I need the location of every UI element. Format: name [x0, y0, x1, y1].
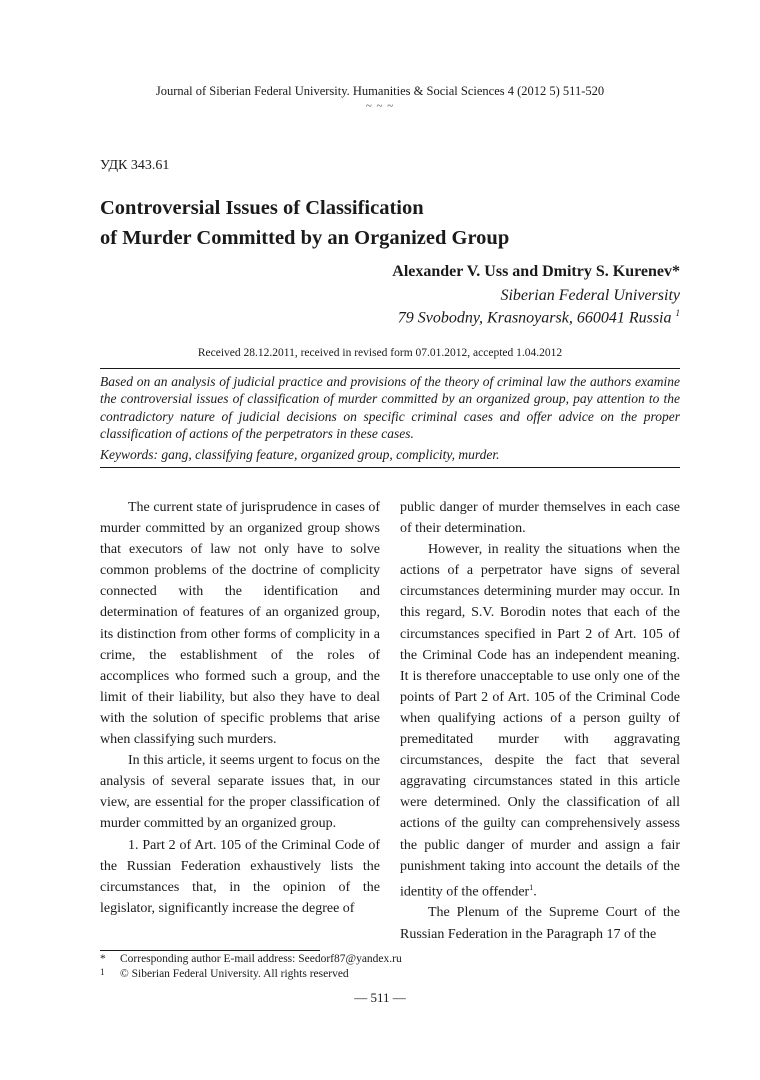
authors: Alexander V. Uss and Dmitry S. Kurenev*: [392, 263, 680, 280]
header-ornament: ~ ~ ~: [365, 100, 395, 112]
keywords: Keywords: gang, classifying feature, organized group, complicity, murder.: [100, 447, 500, 462]
footnote: [100, 953, 402, 965]
title-line-1: Controversial Issues of Classification: [100, 197, 424, 219]
address: [398, 308, 680, 327]
page-number: ― 511 ―: [354, 990, 406, 1005]
footnote: [100, 967, 349, 980]
footnote-rule: [100, 950, 320, 951]
paragraph: [400, 539, 680, 902]
paragraph: 1. Part 2 of Art. 105 of the Criminal Code of the Russian Federation exhaustively lists the circumstances that, in the opinion of the legislator, significantly increase the degree of: [100, 837, 380, 916]
paragraph-text: However, in reality the situations when the actions of a perpetrator have signs of several circumstances determining murder may occur. In this regard, S.V. Borodin notes that each of the circumstances specified in Part 2 of Art. 105 of the Criminal Code has an independent meaning. It is therefore unacceptable to use only one of the points of Part 2 of Art. 105 of the Criminal Code when qualifying actions of a person guilty of premeditated murder with aggravating circumstances, despite the fact that several aggravating circumstances stated in this article were determined. Only the classification of all actions of the guilty can comprehensively assess the public danger of murder and assign a fair punishment taking into account the details of the identity of the offender: [400, 542, 680, 900]
affiliation: Siberian Federal University: [500, 287, 680, 304]
body-column-left: [100, 497, 380, 919]
abstract: Based on an analysis of judicial practice and provisions of the theory of criminal law the authors examine the controversial issues of classification of murder committed by an organized group, pay attention to the contradictory nature of judicial decisions on specific criminal cases and offer advice on the proper classification of actions of the perpetrators in these cases.: [100, 374, 680, 441]
title-line-2: of Murder Committed by an Organized Group: [100, 227, 510, 249]
paragraph-continued: public danger of murder themselves in each case of their determination.: [400, 500, 680, 537]
received-dates: Received 28.12.2011, received in revised form 07.01.2012, accepted 1.04.2012: [197, 347, 563, 359]
paragraph-end: .: [533, 884, 537, 900]
abstract-bottom-rule: [100, 467, 680, 468]
address-footnote-ref: 1: [675, 308, 680, 318]
body-column-right: [400, 497, 680, 945]
paragraph: In this article, it seems urgent to focus on the analysis of several separate issues that, in our view, are essential for the proper classification of murder committed by an organized group.: [100, 753, 380, 832]
abstract-top-rule: [100, 368, 680, 369]
footnote-text: © Siberian Federal University. All rights reserved: [120, 968, 349, 980]
journal-header: Journal of Siberian Federal University. Humanities & Social Sciences 4 (2012 5) 511-520: [155, 84, 605, 98]
article-title: [100, 193, 660, 253]
paragraph: The Plenum of the Supreme Court of the Russian Federation in the Paragraph 17 of the: [400, 905, 680, 942]
paragraph: The current state of jurisprudence in cases of murder committed by an organized group shows that executors of law not only have to solve common problems of the doctrine of complicity connected with the identification and determination of features of an organized group, its distinction from other forms of complicity in a crime, the establishment of the roles of accomplices who formed such a group, and the limit of their liability, but also they have to deal with the solution of specific problems that arise when classifying such murders.: [100, 500, 380, 748]
footnote-text: Corresponding author E-mail address: Seedorf87@yandex.ru: [120, 953, 402, 965]
footnote-mark: 1: [100, 967, 105, 977]
address-text: 79 Svobodny, Krasnoyarsk, 660041 Russia: [397, 309, 672, 327]
footnote-ref: 1: [529, 882, 534, 892]
footnote-mark: *: [100, 953, 106, 965]
udk-code: УДК 343.61: [100, 158, 170, 173]
